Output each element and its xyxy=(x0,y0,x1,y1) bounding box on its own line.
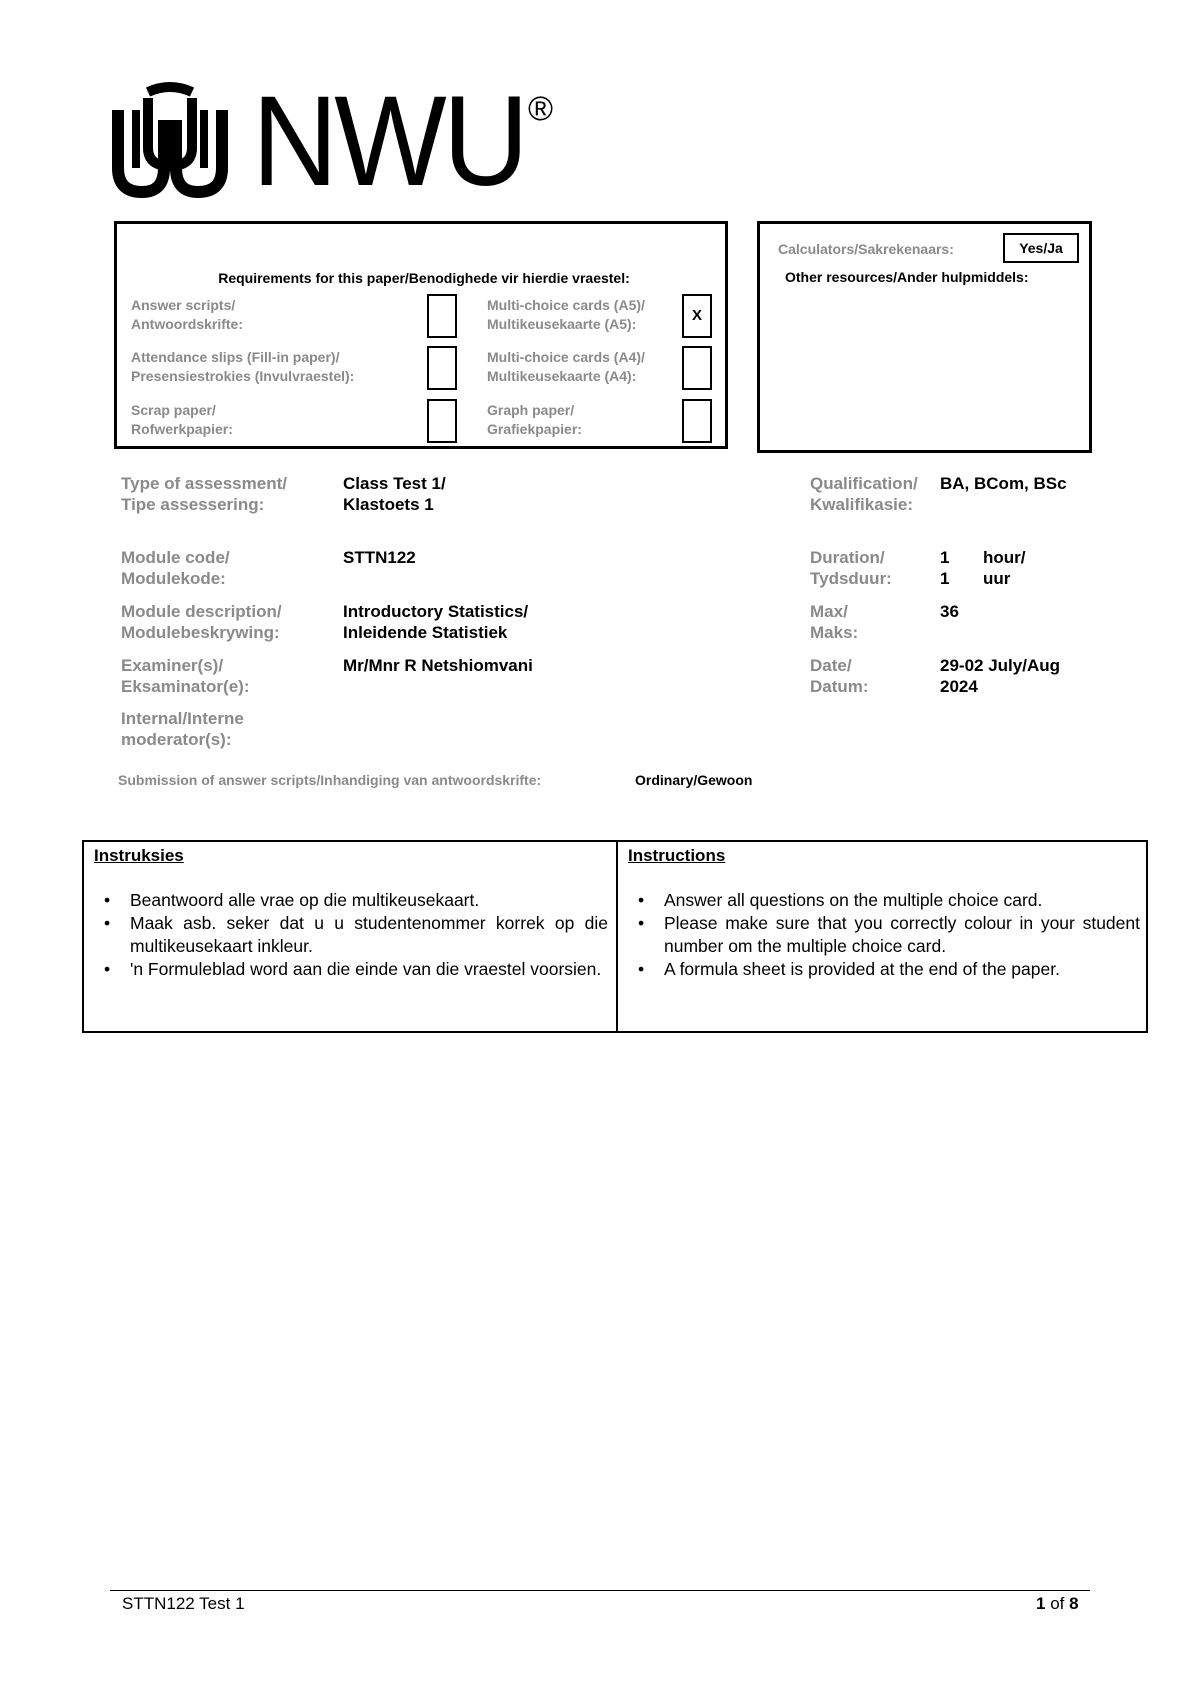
req-checkbox-scrap-paper[interactable] xyxy=(427,399,457,443)
requirements-title: Requirements for this paper/Benodighede vir hierdie vraestel: xyxy=(218,270,630,286)
instructions-af-list xyxy=(94,889,608,981)
label-line-2: Datum: xyxy=(810,677,869,696)
footer-doc-title: STTN122 Test 1 xyxy=(122,1594,245,1613)
duration-label xyxy=(810,547,892,589)
req-label-en: Attendance slips (Fill-in paper)/ xyxy=(131,349,340,365)
label-line-1: Duration/ xyxy=(810,548,885,567)
req-label-answer-scripts xyxy=(131,296,243,334)
calculators-value: Yes/Ja xyxy=(1003,233,1079,263)
value-line-1: Class Test 1/ xyxy=(343,474,446,493)
assessment-type-label xyxy=(121,473,287,515)
value-line-2: Klastoets 1 xyxy=(343,495,434,514)
label-line-2: Modulebeskrywing: xyxy=(121,623,280,642)
instructions-en-list xyxy=(628,889,1140,981)
calculators-box xyxy=(757,221,1092,453)
req-checkbox-mc-a5[interactable]: X xyxy=(682,294,712,338)
logo-wordmark: NWU xyxy=(252,70,526,213)
footer-rule xyxy=(110,1590,1090,1591)
req-label-scrap-paper xyxy=(131,401,233,439)
label-line-2: Tydsduur: xyxy=(810,569,892,588)
nwu-logo-mark-icon xyxy=(112,80,228,198)
module-code-label xyxy=(121,547,230,589)
value-line-1: Introductory Statistics/ xyxy=(343,602,529,621)
requirements-box xyxy=(114,221,728,449)
req-label-en: Answer scripts/ xyxy=(131,297,236,313)
label-line-1: Internal/Interne xyxy=(121,709,244,728)
examiner-value xyxy=(343,655,533,676)
instructions-af-cell xyxy=(94,846,608,981)
label-line-2: Maks: xyxy=(810,623,859,642)
req-checkbox-answer-scripts[interactable] xyxy=(427,294,457,338)
value-line-2: 1 xyxy=(940,569,950,588)
list-item: • Beantwoord alle vrae op die multikeusekaart. xyxy=(94,889,608,912)
value-line-2: 2024 xyxy=(940,677,978,696)
label-line-2: Tipe assessering: xyxy=(121,495,265,514)
registered-mark: ® xyxy=(528,90,554,128)
module-code-value xyxy=(343,547,416,568)
list-item: • A formula sheet is provided at the end of the paper. xyxy=(628,958,1140,981)
other-resources-label: Other resources/Ander hulpmiddels: xyxy=(785,269,1029,285)
instructions-en-heading: Instructions xyxy=(628,846,726,865)
module-description-value xyxy=(343,601,528,643)
table-divider xyxy=(616,842,618,1031)
list-item: • Please make sure that you correctly colour in your student number om the multiple choice card. xyxy=(628,912,1140,958)
req-label-af: Multikeusekaarte (A4): xyxy=(487,368,637,384)
page-of: of xyxy=(1050,1594,1065,1613)
label-line-1: Qualification/ xyxy=(810,474,918,493)
req-label-af: Presensiestrokies (Invulvraestel): xyxy=(131,368,355,384)
footer-page-number xyxy=(1036,1594,1079,1614)
date-label xyxy=(810,655,869,697)
req-checkbox-mc-a4[interactable] xyxy=(682,346,712,390)
instructions-en-cell xyxy=(628,846,1140,981)
value-line-1: 29-02 July/Aug xyxy=(940,656,1060,675)
date-value xyxy=(940,655,1060,697)
label-line-2: Kwalifikasie: xyxy=(810,495,913,514)
req-label-af: Grafiekpapier: xyxy=(487,421,582,437)
req-label-attendance-slips xyxy=(131,348,354,386)
label-line-1: Max/ xyxy=(810,602,848,621)
calculators-label: Calculators/Sakrekenaars: xyxy=(778,241,954,257)
req-checkbox-graph-paper[interactable] xyxy=(682,399,712,443)
instructions-af-heading: Instruksies xyxy=(94,846,184,865)
value-line-1: Mr/Mnr R Netshiomvani xyxy=(343,656,533,675)
current-page: 1 xyxy=(1036,1594,1046,1613)
assessment-type-value xyxy=(343,473,446,515)
total-pages: 8 xyxy=(1069,1594,1079,1613)
req-label-af: Antwoordskrifte: xyxy=(131,316,243,332)
req-label-graph-paper xyxy=(487,401,582,439)
examiner-label xyxy=(121,655,249,697)
req-label-en: Multi-choice cards (A4)/ xyxy=(487,349,645,365)
label-line-2: Eksaminator(e): xyxy=(121,677,250,696)
req-label-af: Multikeusekaarte (A5): xyxy=(487,316,637,332)
label-line-1: Module description/ xyxy=(121,602,282,621)
list-item: • 'n Formuleblad word aan die einde van die vraestel voorsien. xyxy=(94,958,608,981)
req-label-en: Scrap paper/ xyxy=(131,402,216,418)
label-line-1: Date/ xyxy=(810,656,852,675)
submission-label: Submission of answer scripts/Inhandiging van antwoordskrifte: xyxy=(118,772,542,788)
req-label-en: Multi-choice cards (A5)/ xyxy=(487,297,645,313)
value-line-1: 1 xyxy=(940,548,950,567)
value-line-2: uur xyxy=(983,569,1011,588)
list-item: • Answer all questions on the multiple choice card. xyxy=(628,889,1140,912)
req-label-mc-a4 xyxy=(487,348,645,386)
req-label-mc-a5 xyxy=(487,296,645,334)
qualification-value: BA, BCom, BSc xyxy=(940,474,1067,493)
list-item: • Maak asb. seker dat u u studentenommer korrek op die multikeusekaart inkleur. xyxy=(94,912,608,958)
req-checkbox-attendance-slips[interactable] xyxy=(427,346,457,390)
label-line-2: moderator(s): xyxy=(121,730,232,749)
label-line-2: Modulekode: xyxy=(121,569,226,588)
submission-value: Ordinary/Gewoon xyxy=(635,772,753,788)
max-label xyxy=(810,601,858,643)
req-label-en: Graph paper/ xyxy=(487,402,575,418)
qualification-label xyxy=(810,473,918,515)
max-value: 36 xyxy=(940,602,959,621)
duration-unit xyxy=(983,547,1026,589)
label-line-1: Module code/ xyxy=(121,548,230,567)
module-description-label xyxy=(121,601,282,643)
value-line-2: Inleidende Statistiek xyxy=(343,623,508,642)
instructions-table xyxy=(82,840,1148,1033)
moderator-label xyxy=(121,708,244,750)
duration-number xyxy=(940,547,949,589)
label-line-1: Type of assessment/ xyxy=(121,474,287,493)
value-line-1: STTN122 xyxy=(343,548,416,567)
req-label-af: Rofwerkpapier: xyxy=(131,421,233,437)
label-line-1: Examiner(s)/ xyxy=(121,656,224,675)
value-line-1: hour/ xyxy=(983,548,1026,567)
